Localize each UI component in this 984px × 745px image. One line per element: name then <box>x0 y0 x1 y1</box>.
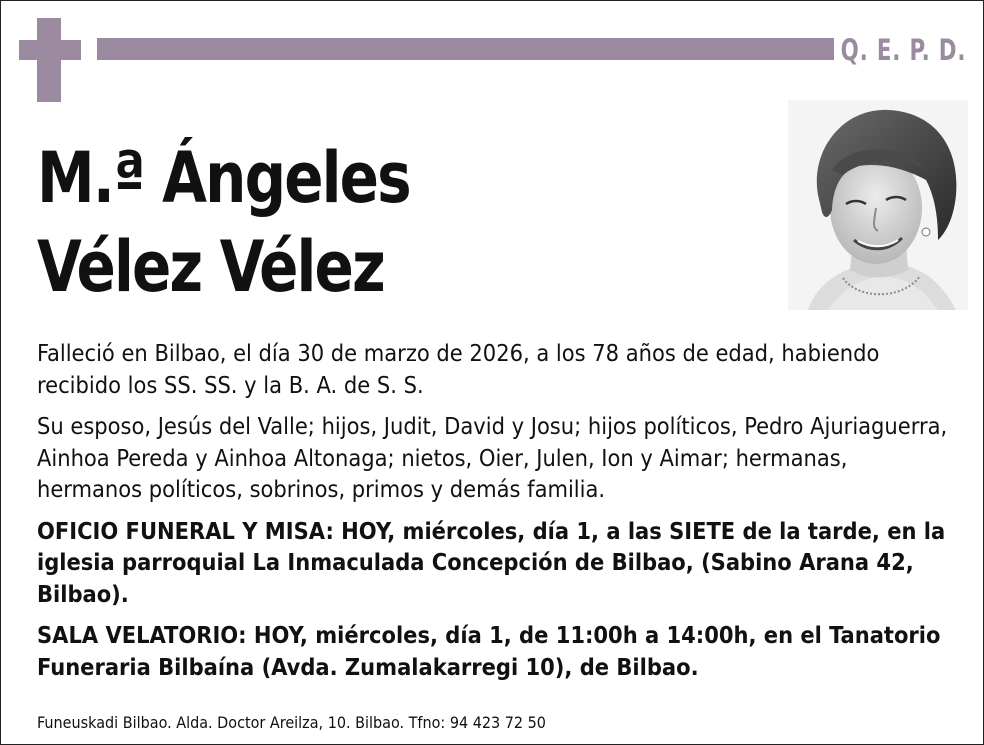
header-bar <box>97 38 834 60</box>
wake-paragraph: SALA VELATORIO: HOY, miércoles, día 1, de 11:00h a 14:00h, en el Tanatorio Funeraria Bilbaína (Avda. Zumalakarregi 10), de Bilbao. <box>37 621 941 681</box>
cross-vertical-bar <box>37 18 61 102</box>
funeral-paragraph: OFICIO FUNERAL Y MISA: HOY, miércoles, día 1, a las SIETE de la tarde, en la iglesia parroquial La Inmaculada Concepción de Bilbao, (Sabino Arana 42, Bilbao). <box>37 516 946 608</box>
portrait-illustration <box>788 100 968 310</box>
portrait-photo <box>788 100 968 310</box>
deceased-name <box>37 134 410 312</box>
death-details-paragraph: Falleció en Bilbao, el día 30 de marzo de 2026, a los 78 años de edad, habiendo recibido los SS. SS. y la B. A. de S. S. <box>37 339 880 399</box>
name-line-2: Vélez Vélez <box>37 226 384 308</box>
family-paragraph: Su esposo, Jesús del Valle; hijos, Judit, David y Josu; hijos políticos, Pedro Ajuriaguerra, Ainhoa Pereda y Ainhoa Altonaga; nietos, Oier, Julen, Ion y Aimar; hermanas, hermanos políticos, sobrinos, primos y demás familia. <box>37 412 948 503</box>
funeral-home-footer: Funeuskadi Bilbao. Alda. Doctor Areilza, 10. Bilbao. Tfno: 94 423 72 50 <box>37 713 546 732</box>
name-line-1: M.ª Ángeles <box>37 137 410 219</box>
cross-horizontal-bar <box>19 40 81 60</box>
qepd-tag: Q. E. P. D. <box>840 33 966 67</box>
notice-body <box>37 338 957 693</box>
